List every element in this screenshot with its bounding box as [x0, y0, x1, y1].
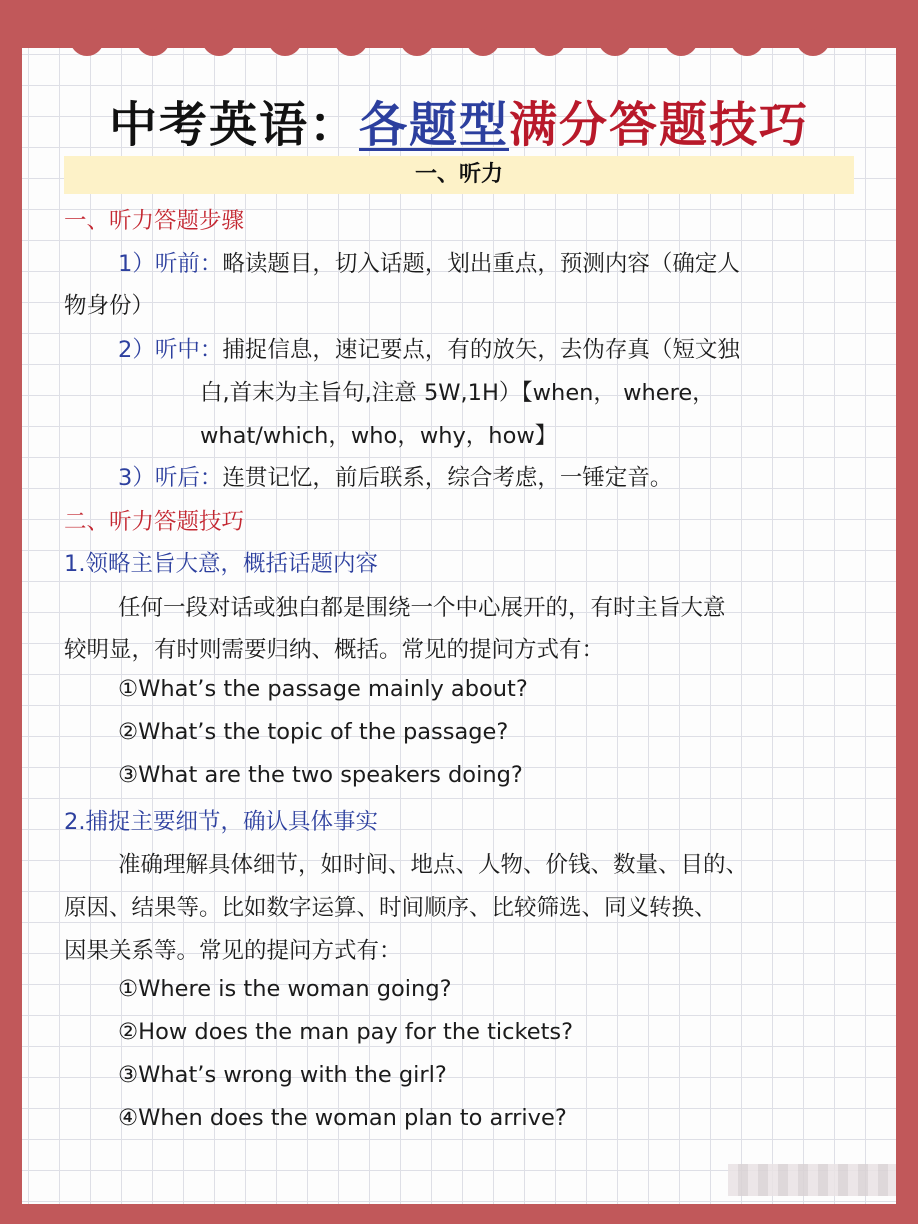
question-item: ②What’s the topic of the passage? [118, 719, 509, 745]
binder-hole [268, 22, 302, 56]
binder-hole [664, 22, 698, 56]
subheading-main-idea: 1.领略主旨大意，概括话题内容 [64, 551, 378, 577]
question-item: ③What’s wrong with the girl? [118, 1062, 447, 1088]
binder-hole [532, 22, 566, 56]
paragraph-line: 较明显，有时则需要归纳、概括。常见的提问方式有： [64, 637, 605, 663]
binder-hole [598, 22, 632, 56]
question-item: ④When does the woman plan to arrive? [118, 1105, 567, 1131]
step-1-line-1 [118, 246, 740, 278]
binder-hole [730, 22, 764, 56]
step-2-line-3: what/which，who，why，how】 [200, 423, 558, 449]
section-band: 一、听力 [64, 156, 854, 194]
binder-hole [796, 22, 830, 56]
page-title [0, 86, 918, 155]
question-item: ①What’s the passage mainly about? [118, 676, 528, 702]
question-item: ①Where is the woman going? [118, 976, 452, 1002]
binder-hole [202, 22, 236, 56]
title-part-1: 中考英语： [108, 97, 359, 153]
binder-hole [136, 22, 170, 56]
step-3-line [118, 460, 672, 492]
title-part-3: 满分答题技巧 [509, 97, 810, 153]
heading-listening-tips: 二、听力答题技巧 [64, 509, 245, 535]
paragraph-line: 原因、结果等。比如数字运算、时间顺序、比较筛选、同义转换、 [64, 895, 717, 921]
step-1-text: 略读题目，切入话题，划出重点，预测内容（确定人 [222, 251, 740, 277]
step-3-label: 3）听后： [118, 465, 223, 491]
binder-hole [466, 22, 500, 56]
heading-listening-steps: 一、听力答题步骤 [64, 208, 245, 234]
title-part-2: 各题型 [358, 97, 509, 153]
step-3-text: 连贯记忆，前后联系，综合考虑，一锤定音。 [222, 465, 673, 491]
step-2-text: 捕捉信息，速记要点，有的放矢，去伪存真（短文独 [222, 337, 740, 363]
binder-hole [400, 22, 434, 56]
step-1-label: 1）听前： [118, 251, 223, 277]
paragraph-line: 任何一段对话或独白都是围绕一个中心展开的，有时主旨大意 [118, 595, 726, 621]
blurred-watermark [728, 1164, 896, 1196]
binder-hole [334, 22, 368, 56]
question-item: ②How does the man pay for the tickets? [118, 1019, 574, 1045]
paragraph-line: 因果关系等。常见的提问方式有： [64, 938, 402, 964]
step-2-line-2: 白,首末为主旨句,注意 5W,1H）【when， where， [200, 380, 715, 406]
paragraph-line: 准确理解具体细节，如时间、地点、人物、价钱、数量、目的、 [118, 852, 749, 878]
step-1-line-2: 物身份） [64, 293, 155, 319]
binder-hole [70, 22, 104, 56]
subheading-details: 2.捕捉主要细节，确认具体事实 [64, 809, 378, 835]
question-item: ③What are the two speakers doing? [118, 762, 523, 788]
step-2-label: 2）听中： [118, 337, 223, 363]
step-2-line-1 [118, 332, 740, 364]
